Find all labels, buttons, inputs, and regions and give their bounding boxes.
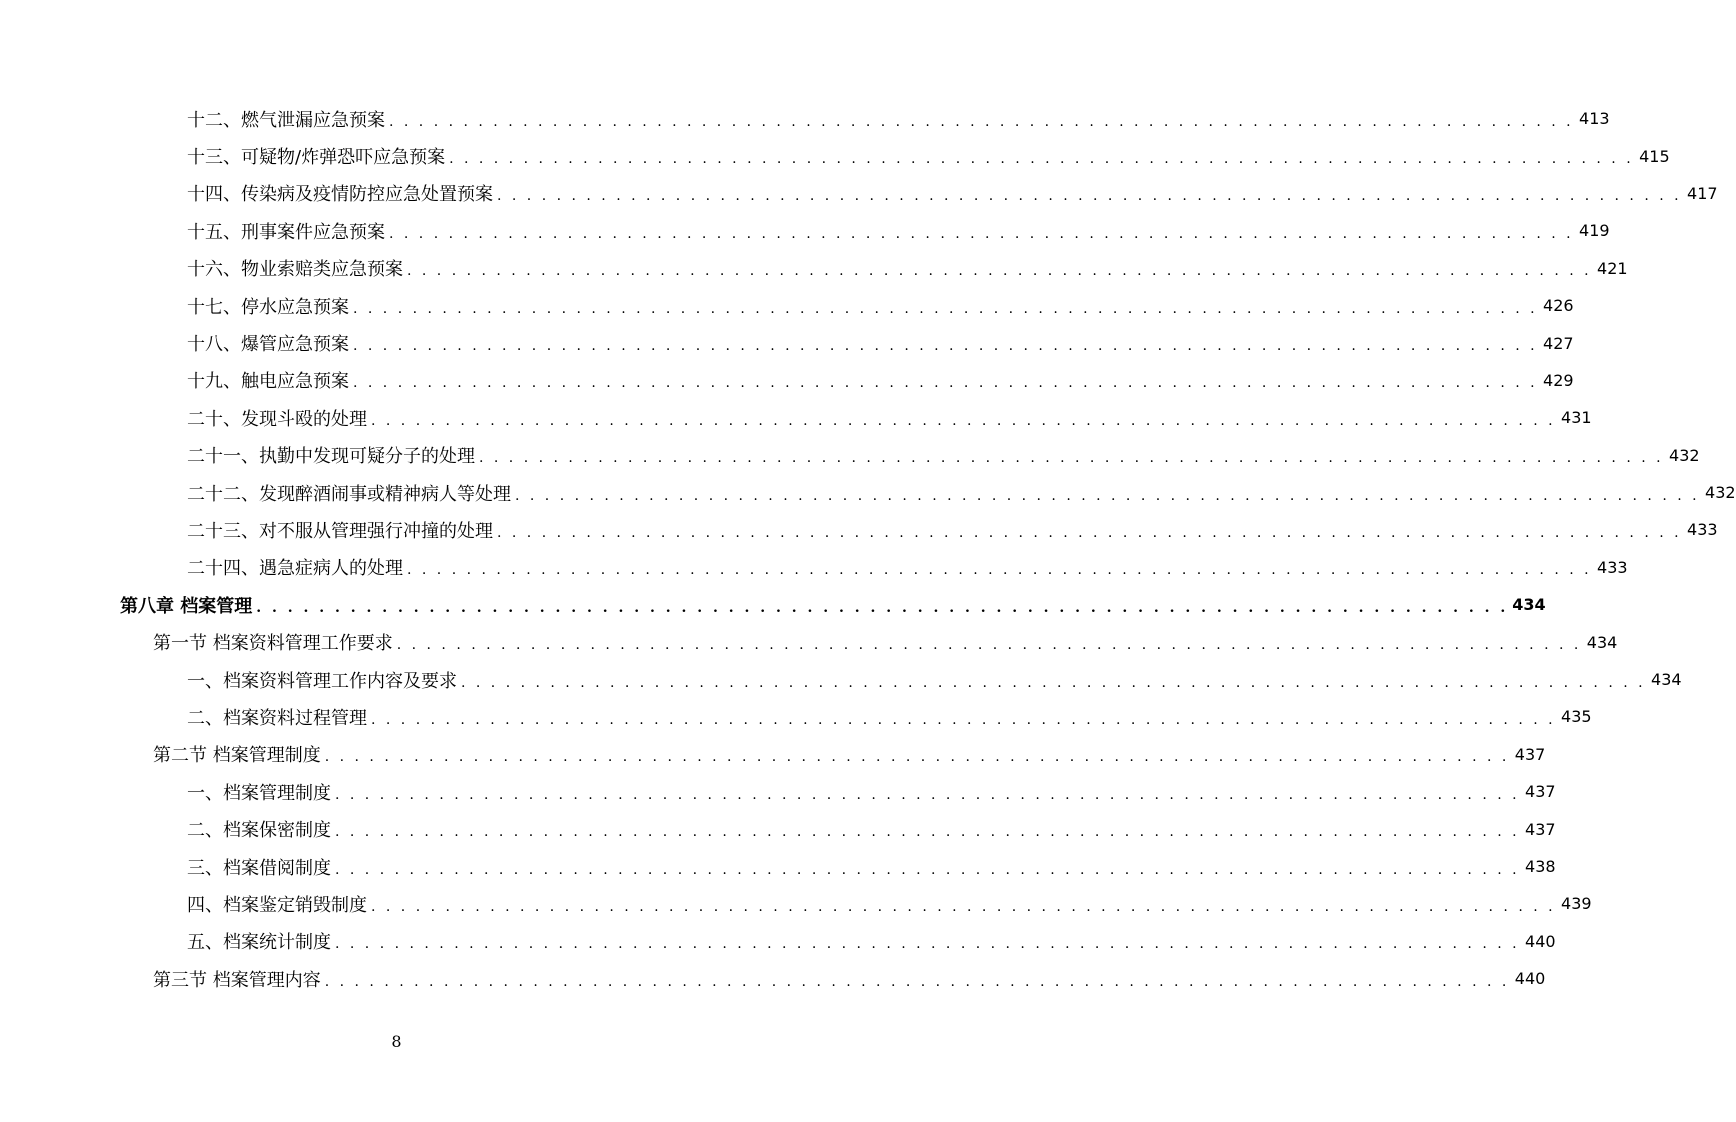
toc-entry-title: 第一节 档案资料管理工作要求 (153, 629, 397, 655)
toc-entry-title: 二十三、对不服从管理强行冲撞的处理 (187, 517, 497, 543)
toc-entry-page: 434 (1586, 632, 1618, 652)
toc-dot-leader: . . . . . . . . . . . . . . . . . . . . . . . . . . . . . . . . . . . . . . . . . . . . . . . . . . . . . . . . . . . . . . . . . . . . . . . . . . . . . . . . (497, 188, 1682, 205)
toc-entry-title: 十五、刑事案件应急预案 (187, 218, 389, 244)
toc-entry-page: 437 (1525, 819, 1556, 839)
toc-entry-title: 二十一、执勤中发现可疑分子的处理 (187, 442, 479, 468)
toc-entry-title: 二十二、发现醉酒闹事或精神病人等处理 (187, 480, 515, 506)
toc-dot-leader: . . . . . . . . . . . . . . . . . . . . . . . . . . . . . . . . . . . . . . . . . . . . . . . . . . . . . . . . . . . . . . . . . . . . . . . . . . . . . . . . (335, 786, 1520, 803)
toc-entry[interactable] (0, 623, 1618, 660)
toc-entry-page: 429 (1543, 370, 1574, 390)
toc-entry-page: 440 (1525, 931, 1556, 951)
toc-entry-page: 439 (1561, 894, 1592, 914)
toc-dot-leader: . . . . . . . . . . . . . . . . . . . . . . . . . . . . . . . . . . . . . . . . . . . . . . . . . . . . . . . . . . . . . . . . . . . . . . . . . . . . . . . . (479, 450, 1664, 467)
toc-entry-page: 427 (1543, 333, 1574, 353)
toc-entry[interactable] (0, 848, 1556, 885)
toc-entry-title: 第三节 档案管理内容 (153, 966, 325, 992)
toc-entry-page: 434 (1651, 670, 1682, 690)
toc-entry-title: 二、档案保密制度 (187, 816, 335, 842)
toc-dot-leader: . . . . . . . . . . . . . . . . . . . . . . . . . . . . . . . . . . . . . . . . . . . . . . . . . . . . . . . . . . . . . . . . . . . . . . . . . . . . . . . . (371, 711, 1556, 728)
toc-dot-leader: . . . . . . . . . . . . . . . . . . . . . . . . . . . . . . . . . . . . . . . . . . . . . . . . . . . . . . . . . . . . . . . . . . . . . . . . . . . . . . . . (324, 749, 1510, 766)
toc-entry[interactable] (0, 773, 1556, 810)
toc-entry-title: 一、档案资料管理工作内容及要求 (187, 667, 461, 693)
toc-dot-leader: . . . . . . . . . . . . . . . . . . . . . . . . . . . . . . . . . . . . . . . . . . . . . . . . . . . . . . . . . . . . . . . . . . . . . . . . . . . . . . . . (389, 113, 1574, 130)
toc-dot-leader: . . . . . . . . . . . . . . . . . . . . . . . . . . . . . . . . . . . . . . . . . . . . . . . . . . . . . . . . . . . . . . . . . . . . . . . . . . . . . . . . (353, 338, 1538, 355)
toc-entry-title: 十三、可疑物/炸弹恐吓应急预案 (187, 143, 449, 169)
toc-entry[interactable] (0, 399, 1592, 436)
toc-entry[interactable] (0, 923, 1556, 960)
toc-dot-leader: . . . . . . . . . . . . . . . . . . . . . . . . . . . . . . . . . . . . . . . . . . . . . . . . . . . . . . . . . . . . . . . . . . . . . . . . . . . . . . . . (497, 524, 1682, 541)
toc-entry[interactable] (0, 437, 1700, 474)
toc-entry-page: 426 (1543, 296, 1574, 316)
toc-entry[interactable] (0, 324, 1574, 361)
toc-entry-title: 十九、触电应急预案 (187, 367, 353, 393)
toc-entry-page: 438 (1525, 857, 1556, 876)
toc-entry[interactable] (0, 175, 1718, 212)
toc-dot-leader: . . . . . . . . . . . . . . . . . . . . . . . . . . . . . . . . . . . . . . . . . . . . . . . . . . . . . . . . . . . . . . . . . . . . . . . . . . . . . . . . (407, 562, 1592, 579)
toc-entry-title: 二十、发现斗殴的处理 (187, 405, 371, 431)
toc-dot-leader: . . . . . . . . . . . . . . . . . . . . . . . . . . . . . . . . . . . . . . . . . . . . . . . . . . . . . . . . . . . . . . . . . . . . . . . . . . . . . . . . (324, 973, 1510, 990)
toc-dot-leader: . . . . . . . . . . . . . . . . . . . . . . . . . . . . . . . . . . . . . . . . . . . . . . . . . . . . . . . . . . . . . . . . . . . . . . . . . . . . . . . . (371, 898, 1556, 915)
toc-dot-leader: . . . . . . . . . . . . . . . . . . . . . . . . . . . . . . . . . . . . . . . . . . . . . . . . . . . . . . . . . . . . . . . . . . . . . . . . . . . . . . . . (407, 263, 1592, 280)
toc-entry-page: 431 (1561, 408, 1592, 428)
toc-dot-leader: . . . . . . . . . . . . . . . . . . . . . . . . . . . . . . . . . . . . . . . . . . . . . . . . . . . . . . . . . . . . . . . . . . . . . . . . . . . . . . . . (256, 599, 1509, 616)
toc-dot-leader: . . . . . . . . . . . . . . . . . . . . . . . . . . . . . . . . . . . . . . . . . . . . . . . . . . . . . . . . . . . . . . . . . . . . . . . . . . . . . . . . (449, 151, 1634, 168)
toc-dot-leader: . . . . . . . . . . . . . . . . . . . . . . . . . . . . . . . . . . . . . . . . . . . . . . . . . . . . . . . . . . . . . . . . . . . . . . . . . . . . . . . . (389, 225, 1574, 242)
toc-entry-title: 十八、爆管应急预案 (187, 330, 353, 356)
toc-entry[interactable] (0, 661, 1682, 698)
toc-entry-title: 十四、传染病及疫情防控应急处置预案 (187, 180, 497, 206)
toc-entry-page: 433 (1597, 557, 1628, 577)
toc-dot-leader: . . . . . . . . . . . . . . . . . . . . . . . . . . . . . . . . . . . . . . . . . . . . . . . . . . . . . . . . . . . . . . . . . . . . . . . . . . . . . . . . (335, 824, 1520, 841)
toc-entry[interactable] (0, 698, 1592, 735)
toc-entry-page: 413 (1579, 109, 1610, 129)
toc-entry-page: 437 (1514, 744, 1546, 764)
toc-entry[interactable] (0, 586, 1546, 623)
toc-entry-page: 432 (1705, 483, 1736, 503)
page-number: 8 (391, 1032, 402, 1051)
toc-entry[interactable] (0, 137, 1670, 174)
toc-entry-title: 五、档案统计制度 (187, 928, 335, 954)
table-of-contents (0, 100, 1736, 997)
toc-entry[interactable] (0, 100, 1610, 137)
toc-entry-title: 十二、燃气泄漏应急预案 (187, 106, 389, 132)
toc-dot-leader: . . . . . . . . . . . . . . . . . . . . . . . . . . . . . . . . . . . . . . . . . . . . . . . . . . . . . . . . . . . . . . . . . . . . . . . . . . . . . . . . (335, 861, 1520, 878)
toc-entry-title: 一、档案管理制度 (187, 779, 335, 805)
toc-entry-page: 437 (1525, 782, 1556, 802)
toc-entry[interactable] (0, 549, 1628, 586)
toc-dot-leader: . . . . . . . . . . . . . . . . . . . . . . . . . . . . . . . . . . . . . . . . . . . . . . . . . . . . . . . . . . . . . . . . . . . . . . . . . . . . . . . . (353, 375, 1538, 392)
toc-entry-title: 十六、物业索赔类应急预案 (187, 255, 407, 281)
toc-dot-leader: . . . . . . . . . . . . . . . . . . . . . . . . . . . . . . . . . . . . . . . . . . . . . . . . . . . . . . . . . . . . . . . . . . . . . . . . . . . . . . . . (353, 300, 1538, 317)
toc-entry[interactable] (0, 511, 1718, 548)
toc-entry[interactable] (0, 474, 1736, 511)
toc-entry-page: 419 (1579, 221, 1610, 241)
toc-entry-page: 434 (1512, 595, 1546, 615)
toc-entry[interactable] (0, 287, 1574, 324)
toc-dot-leader: . . . . . . . . . . . . . . . . . . . . . . . . . . . . . . . . . . . . . . . . . . . . . . . . . . . . . . . . . . . . . . . . . . . . . . . . . . . . . . . . (515, 487, 1700, 504)
toc-entry-page: 435 (1561, 707, 1592, 727)
toc-entry-title: 第二节 档案管理制度 (153, 741, 325, 767)
toc-entry-title: 四、档案鉴定销毁制度 (187, 891, 371, 917)
toc-dot-leader: . . . . . . . . . . . . . . . . . . . . . . . . . . . . . . . . . . . . . . . . . . . . . . . . . . . . . . . . . . . . . . . . . . . . . . . . . . . . . . . . (371, 412, 1556, 429)
toc-entry[interactable] (0, 362, 1574, 399)
toc-entry-page: 433 (1687, 520, 1718, 540)
toc-dot-leader: . . . . . . . . . . . . . . . . . . . . . . . . . . . . . . . . . . . . . . . . . . . . . . . . . . . . . . . . . . . . . . . . . . . . . . . . . . . . . . . . (461, 674, 1646, 691)
toc-entry-title: 二十四、遇急症病人的处理 (187, 554, 407, 580)
toc-entry-title: 第八章 档案管理 (120, 592, 256, 618)
toc-entry-title: 十七、停水应急预案 (187, 293, 353, 319)
toc-dot-leader: . . . . . . . . . . . . . . . . . . . . . . . . . . . . . . . . . . . . . . . . . . . . . . . . . . . . . . . . . . . . . . . . . . . . . . . . . . . . . . . . (335, 936, 1520, 953)
toc-entry[interactable] (0, 960, 1546, 997)
toc-entry-title: 三、档案借阅制度 (187, 854, 335, 880)
toc-entry[interactable] (0, 250, 1628, 287)
toc-entry-page: 432 (1669, 445, 1700, 465)
toc-entry-page: 417 (1687, 183, 1718, 203)
toc-entry-page: 415 (1639, 146, 1670, 166)
toc-entry[interactable] (0, 885, 1592, 922)
toc-entry-page: 421 (1597, 258, 1628, 278)
toc-entry[interactable] (0, 810, 1556, 847)
toc-entry-title: 二、档案资料过程管理 (187, 704, 371, 730)
toc-entry[interactable] (0, 212, 1610, 249)
toc-entry[interactable] (0, 736, 1546, 773)
toc-entry-page: 440 (1514, 969, 1546, 989)
toc-dot-leader: . . . . . . . . . . . . . . . . . . . . . . . . . . . . . . . . . . . . . . . . . . . . . . . . . . . . . . . . . . . . . . . . . . . . . . . . . . . . . . . . (396, 637, 1582, 654)
